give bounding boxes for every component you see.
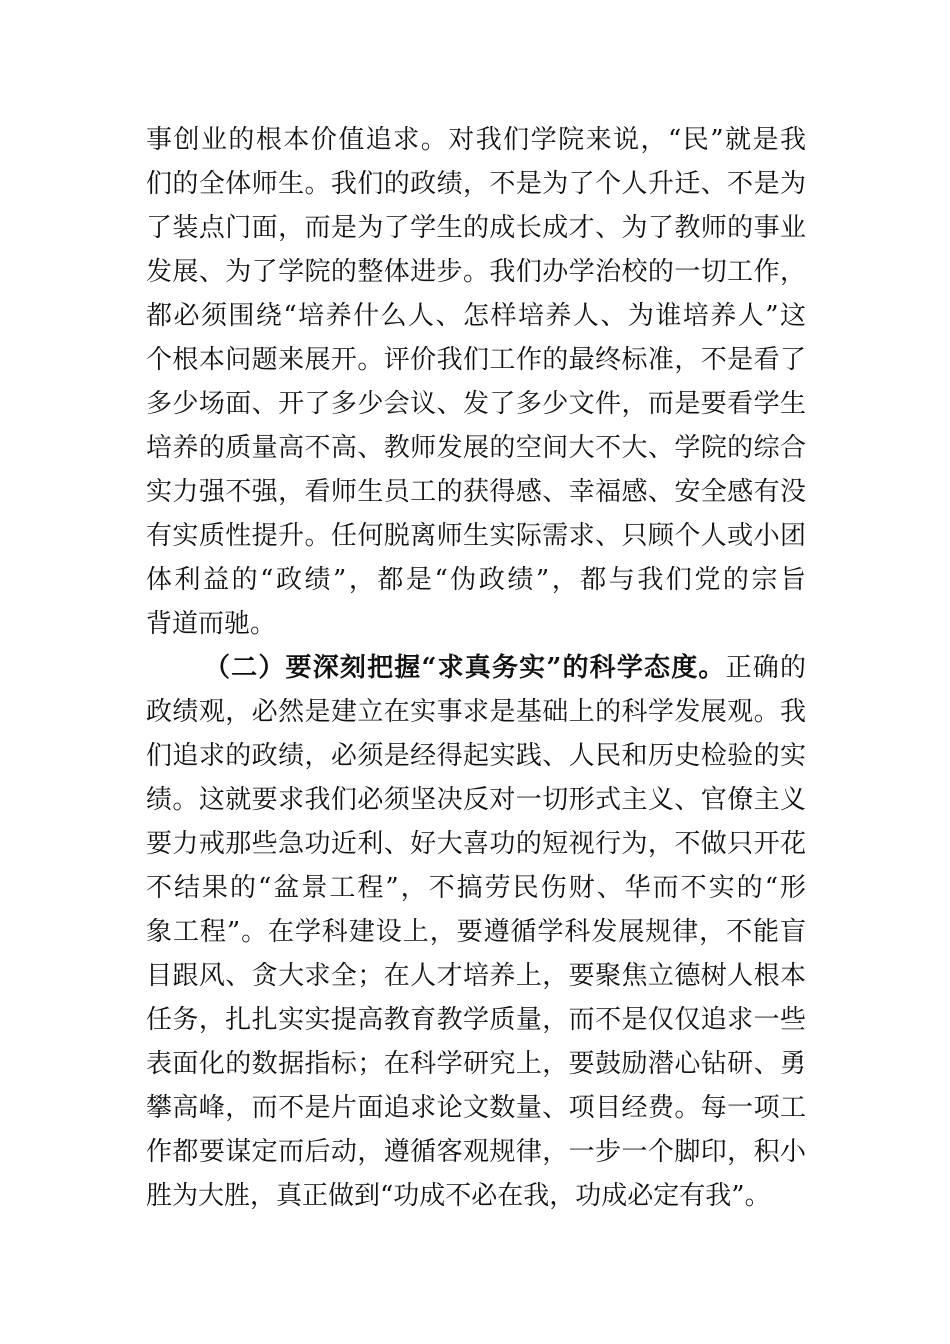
paragraph-line-rest: 正确的 <box>725 653 806 683</box>
paragraph-line: 象工程”。在学科建设上，要遵循学科发展规律，不能盲 <box>146 917 806 947</box>
paragraph-line: 实力强不强，看师生员工的获得感、幸福感、安全感有没 <box>146 477 806 507</box>
paragraph-line: 们的全体师生。我们的政绩，不是为了个人升迁、不是为 <box>146 169 806 199</box>
paragraph-line: 绩。这就要求我们必须坚决反对一切形式主义、官僚主义 <box>146 785 806 815</box>
paragraph-line: 体利益的“政绩”，都是“伪政绩”，都与我们党的宗旨 <box>146 565 806 595</box>
paragraph-line: 们追求的政绩，必须是经得起实践、人民和历史检验的实 <box>146 741 806 771</box>
paragraph-line: 任务，扎扎实实提高教育教学质量，而不是仅仅追求一些 <box>146 1005 806 1035</box>
paragraph-line: 政绩观，必然是建立在实事求是基础上的科学发展观。我 <box>146 697 806 727</box>
paragraph-line: 目跟风、贪大求全；在人才培养上，要聚焦立德树人根本 <box>146 961 806 991</box>
paragraph-line: 多少场面、开了多少会议、发了多少文件，而是要看学生 <box>146 389 806 419</box>
paragraph-line: 胜为大胜，真正做到“功成不必在我，功成必定有我”。 <box>146 1181 771 1211</box>
paragraph-line: 事创业的根本价值追求。对我们学院来说，“民”就是我 <box>146 125 806 155</box>
paragraph-line: 有实质性提升。任何脱离师生实际需求、只顾个人或小团 <box>146 521 806 551</box>
paragraph-line: 攀高峰，而不是片面追求论文数量、项目经费。每一项工 <box>146 1093 806 1123</box>
paragraph-line: 了装点门面，而是为了学生的成长成才、为了教师的事业 <box>146 213 806 243</box>
paragraph-1 <box>146 118 806 646</box>
paragraph-line: 不结果的“盆景工程”，不搞劳民伤财、华而不实的“形 <box>146 873 806 903</box>
document-body <box>146 118 806 1218</box>
paragraph-line: 作都要谋定而后动，遵循客观规律，一步一个脚印，积小 <box>146 1137 806 1167</box>
paragraph-line: 发展、为了学院的整体进步。我们办学治校的一切工作， <box>146 257 806 287</box>
paragraph-line: 培养的质量高不高、教师发展的空间大不大、学院的综合 <box>146 433 806 463</box>
paragraph-line: 都必须围绕“培养什么人、怎样培养人、为谁培养人”这 <box>146 301 806 331</box>
paragraph-first-line <box>146 646 806 690</box>
section-heading: （二）要深刻把握“求真务实”的科学态度。 <box>204 653 726 683</box>
paragraph-line: 背道而驰。 <box>146 609 277 639</box>
paragraph-line: 表面化的数据指标；在科学研究上，要鼓励潜心钻研、勇 <box>146 1049 806 1079</box>
paragraph-line: 个根本问题来展开。评价我们工作的最终标准，不是看了 <box>146 345 806 375</box>
paragraph-line: 要力戒那些急功近利、好大喜功的短视行为，不做只开花 <box>146 829 806 859</box>
paragraph-2 <box>146 646 806 1218</box>
